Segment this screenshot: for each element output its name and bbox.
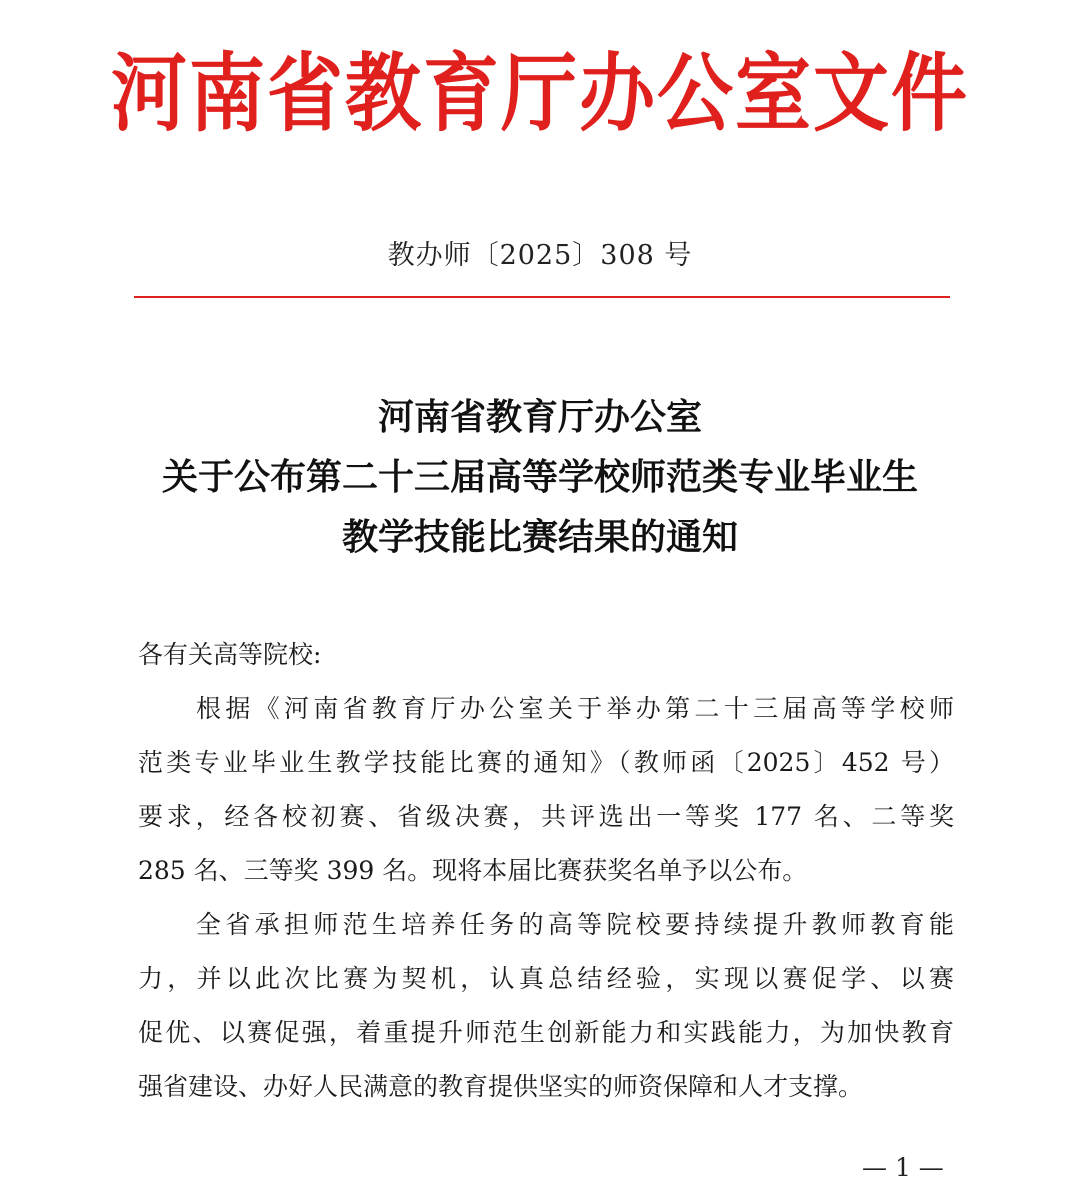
notice-title: [0, 388, 1080, 568]
document-number: 教办师〔2025〕308 号: [387, 240, 693, 271]
paragraph-line: 要求，经各校初赛、省级决赛，共评选出一等奖 177 名、二等奖: [138, 802, 954, 831]
title-line: 教学技能比赛结果的通知: [341, 517, 738, 558]
page-number: — 1 —: [862, 1153, 944, 1182]
paragraph-line: 强省建设、办好人民满意的教育提供坚实的师资保障和人才支撑。: [138, 1072, 864, 1101]
title-line: 关于公布第二十三届高等学校师范类专业毕业生: [161, 457, 918, 498]
salutation: 各有关高等院校:: [138, 640, 322, 669]
title-line: 河南省教育厅办公室: [377, 397, 702, 438]
paragraph-line: 全省承担师范生培养任务的高等院校要持续提升教师教育能: [196, 910, 954, 939]
notice-body: [138, 628, 954, 1114]
paragraph-line: 促优、以赛促强，着重提升师范生创新能力和实践能力，为加快教育: [138, 1018, 954, 1047]
paragraph-line: 力，并以此次比赛为契机，认真总结经验，实现以赛促学、以赛: [138, 964, 954, 993]
paragraph-line: 范类专业毕业生教学技能比赛的通知》（教师函〔2025〕452 号）: [138, 748, 954, 777]
red-divider-line: [134, 296, 950, 298]
paragraph-line: 根据《河南省教育厅办公室关于举办第二十三届高等学校师: [196, 694, 954, 723]
issuer-heading: 河南省教育厅办公室文件: [111, 43, 969, 144]
paragraph-line: 285 名、三等奖 399 名。现将本届比赛获奖名单予以公布。: [138, 856, 808, 885]
